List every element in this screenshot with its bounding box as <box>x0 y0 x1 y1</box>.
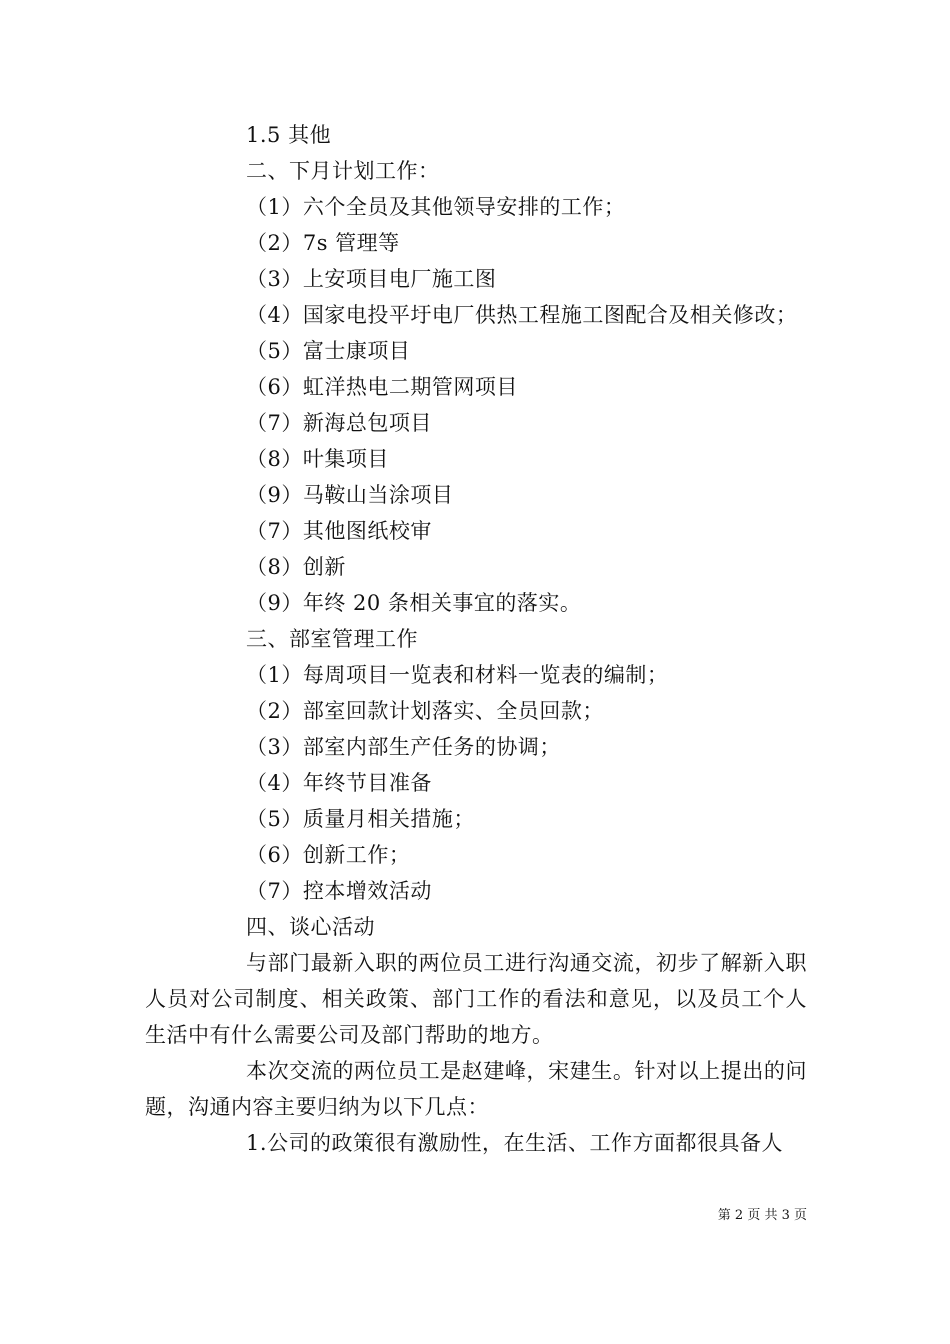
plan-item: （1）六个全员及其他领导安排的工作； <box>246 195 626 219</box>
paragraph-talk-summary: 本次交流的两位员工是赵建峰，宋建生。针对以上提出的问题，沟通内容主要归纳为以下几点： <box>145 1059 807 1119</box>
talk-point-1: 1.公司的政策很有激励性，在生活、工作方面都很具备人 <box>246 1131 784 1155</box>
plan-item: （2）7s 管理等 <box>246 231 400 255</box>
plan-item: （8）创新 <box>246 555 346 579</box>
plan-item: （9）年终 20 条相关事宜的落实。 <box>246 591 582 615</box>
item-1-5: 1.5 其他 <box>246 123 332 147</box>
management-item: （4）年终节目准备 <box>246 771 432 795</box>
section-heading-dept-management: 三、部室管理工作 <box>246 627 418 651</box>
management-item: （5）质量月相关措施； <box>246 807 475 831</box>
paragraph-talk-intro: 与部门最新入职的两位员工进行沟通交流，初步了解新入职人员对公司制度、相关政策、部门工作的看法和意见，以及员工个人生活中有什么需要公司及部门帮助的地方。 <box>145 951 807 1047</box>
plan-item: （4）国家电投平圩电厂供热工程施工图配合及相关修改； <box>246 303 798 327</box>
management-item: （1）每周项目一览表和材料一览表的编制； <box>246 663 669 687</box>
management-item: （3）部室内部生产任务的协调； <box>246 735 561 759</box>
plan-item: （5）富士康项目 <box>246 339 411 363</box>
plan-item: （8）叶集项目 <box>246 447 389 471</box>
page-number-footer: 第 2 页 共 3 页 <box>717 1208 807 1223</box>
plan-item: （9）马鞍山当涂项目 <box>246 483 454 507</box>
plan-item: （3）上安项目电厂施工图 <box>246 267 497 291</box>
management-item: （7）控本增效活动 <box>246 879 432 903</box>
document-body <box>145 117 807 1161</box>
section-heading-heart-talk: 四、谈心活动 <box>246 915 375 939</box>
plan-item: （6）虹洋热电二期管网项目 <box>246 375 518 399</box>
plan-item: （7）新海总包项目 <box>246 411 432 435</box>
section-heading-next-month-plan: 二、下月计划工作： <box>246 159 440 183</box>
management-item: （2）部室回款计划落实、全员回款； <box>246 699 604 723</box>
plan-item: （7）其他图纸校审 <box>246 519 432 543</box>
management-item: （6）创新工作； <box>246 843 411 867</box>
